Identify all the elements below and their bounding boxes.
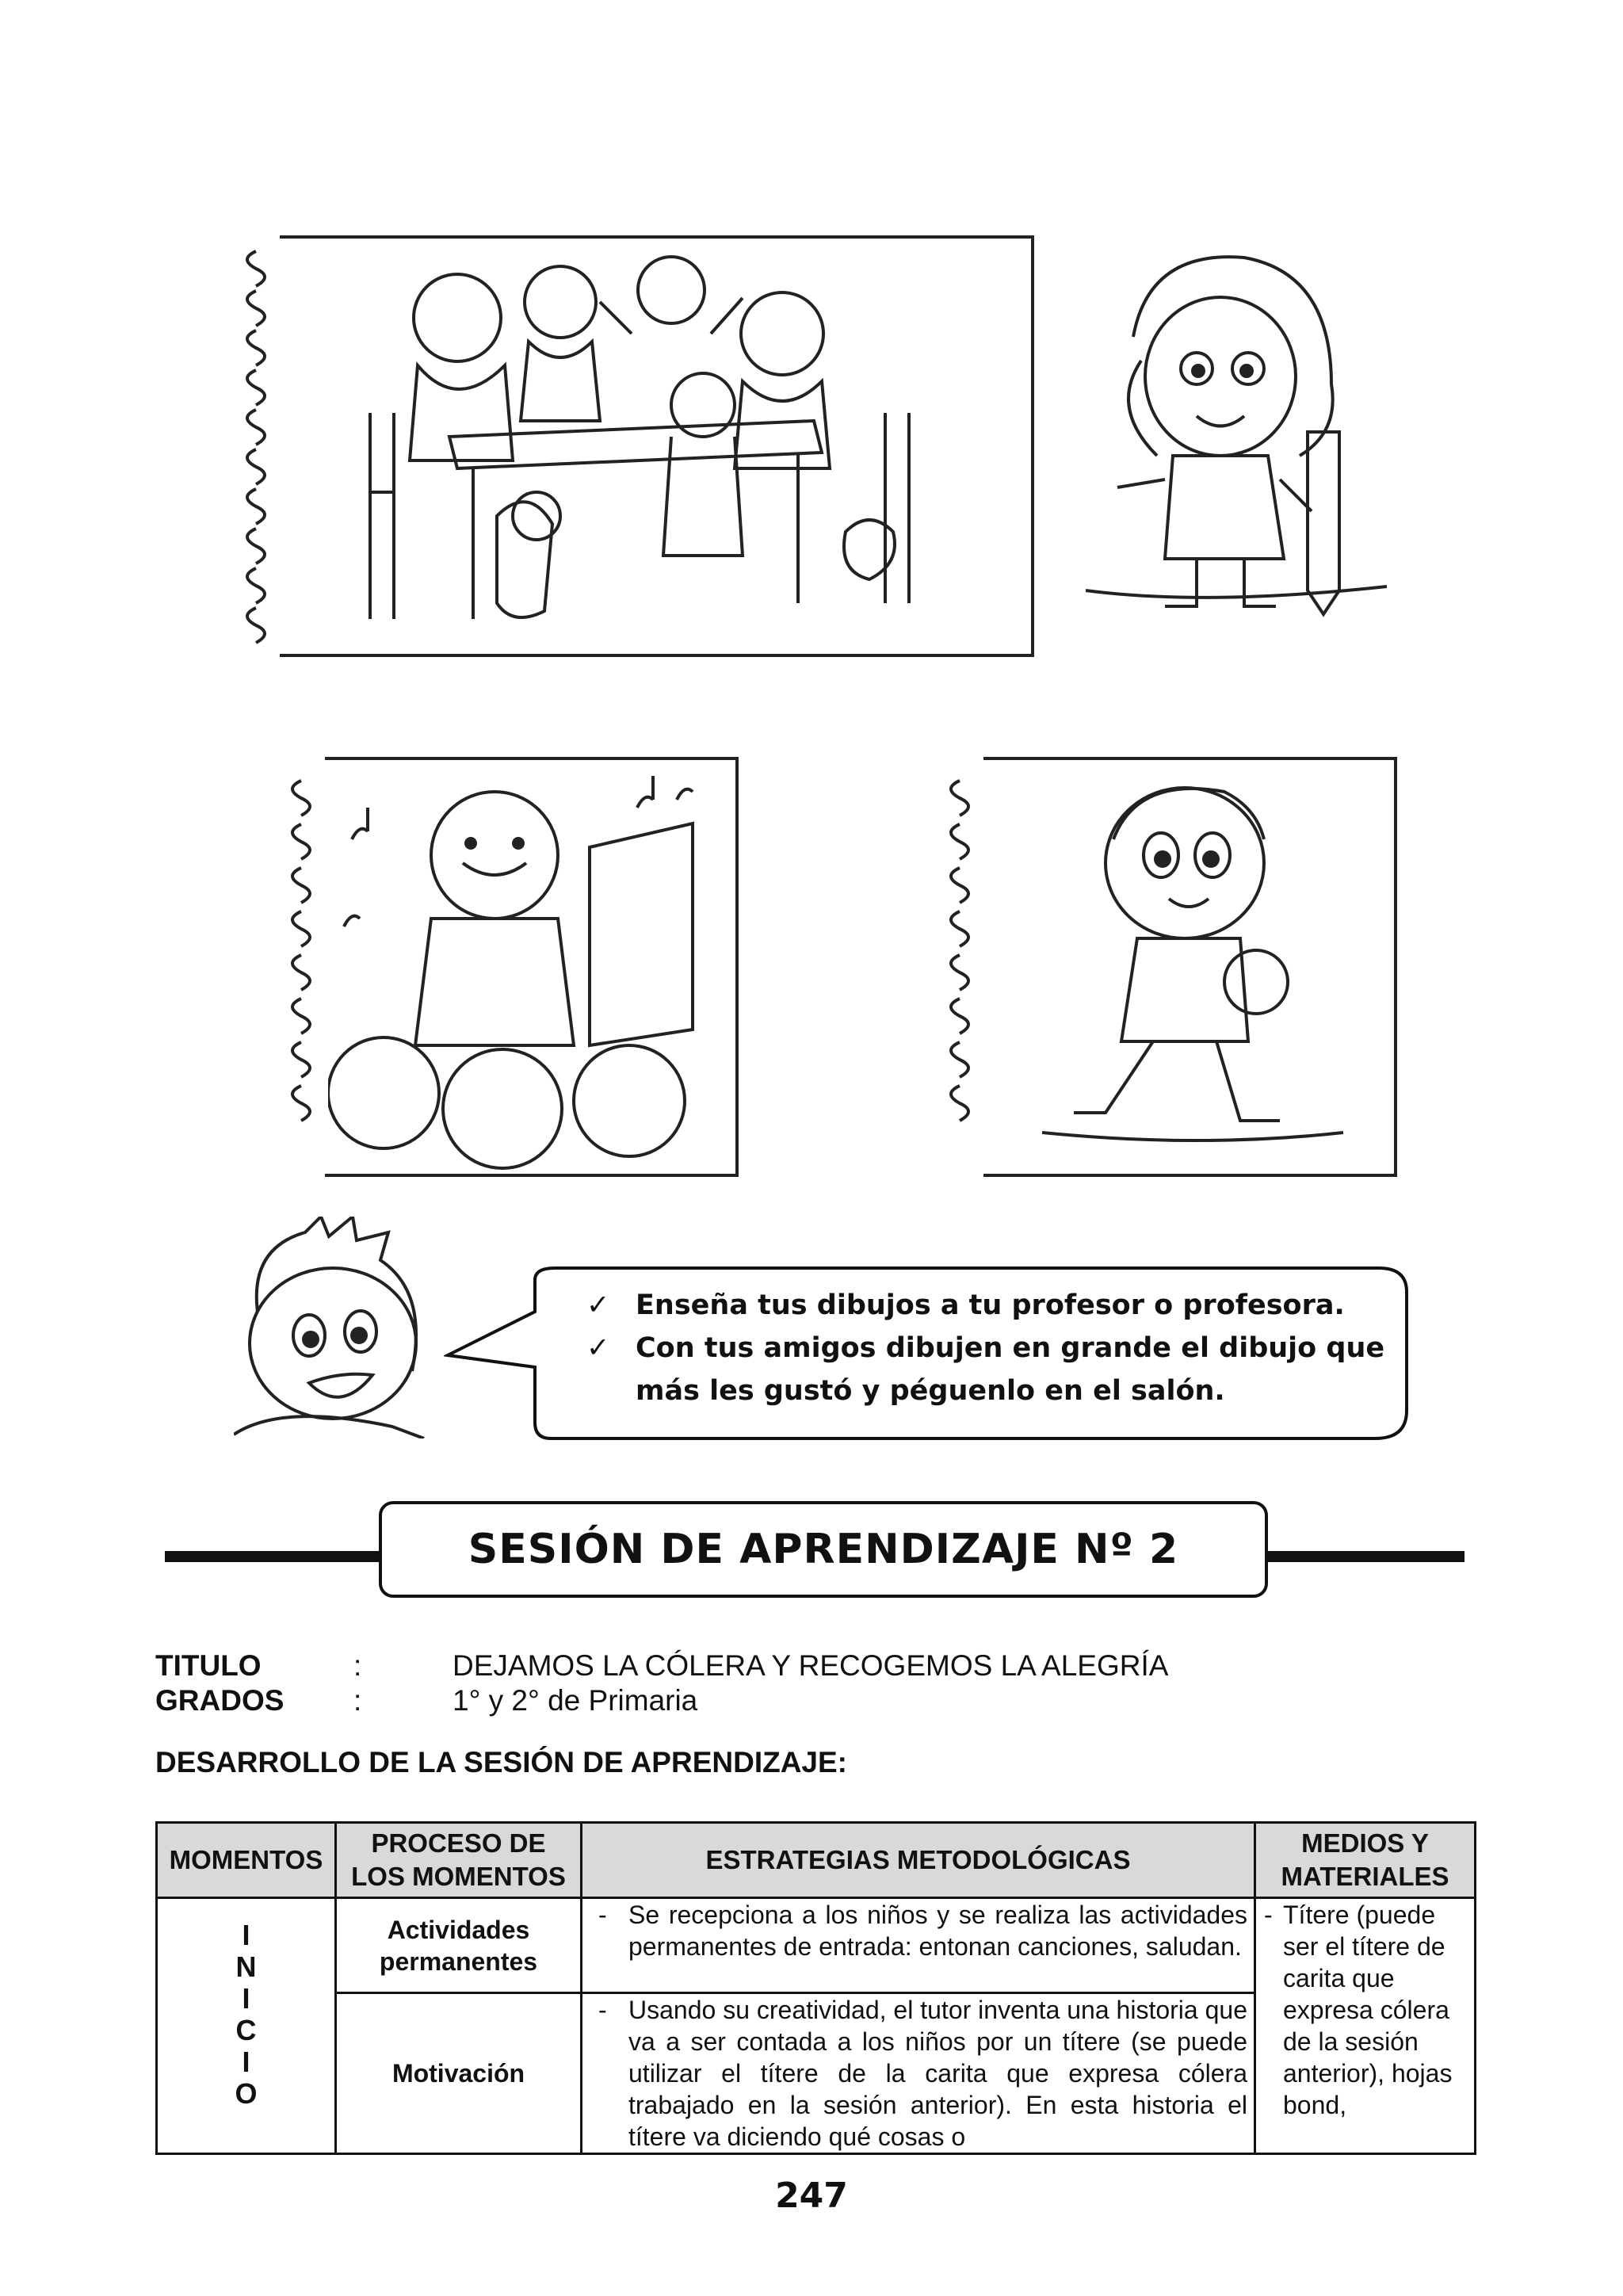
titulo-value: DEJAMOS LA CÓLERA Y RECOGEMOS LA ALEGRÍA	[453, 1649, 1169, 1682]
page-number: 247	[775, 2176, 848, 2216]
bubble-line-1: ✓ Enseña tus dibujos a tu profesor o profesora.	[586, 1284, 1345, 1327]
grados-label: GRADOS	[155, 1684, 285, 1717]
boy-speaking-illustration	[234, 1217, 464, 1438]
bubble-line-2: ✓ Con tus amigos dibujen en grande el dibujo que	[586, 1327, 1384, 1370]
grados-colon: :	[353, 1684, 362, 1717]
check-icon: ✓	[586, 1332, 610, 1364]
grados-row	[155, 1683, 1265, 1718]
session-table	[155, 1821, 1476, 2155]
grados-value: 1° y 2° de Primaria	[453, 1684, 698, 1717]
boy-with-ball-illustration	[936, 757, 1397, 1177]
table-row	[157, 1898, 1476, 1993]
proceso-actividades: Actividades permanentes	[336, 1898, 582, 1993]
bubble-line-3: más les gustó y péguenlo en el salón.	[636, 1375, 1225, 1407]
medios-materiales: - Títere (puede ser el títere de carita que expresa cólera de la sesión anterior), hojas bond,	[1255, 1898, 1476, 2154]
teacher-singing-illustration	[277, 757, 739, 1177]
header-medios: MEDIOS Y MATERIALES	[1255, 1823, 1476, 1898]
moment-inicio: I N I C I O	[157, 1898, 336, 2154]
proceso-motivacion: Motivación	[336, 1993, 582, 2154]
table-header-row	[157, 1823, 1476, 1898]
estrategia-motivacion: - Usando su creatividad, el tutor inventa una historia que va a ser contada a los niños por un títere (se puede utilizar el títere de la carita que expresa cólera trabajado en la sesión anterior). En esta historia el títere va diciendo qué cosas o	[582, 1993, 1255, 2154]
check-icon: ✓	[586, 1289, 610, 1321]
session-title-box	[379, 1501, 1268, 1598]
header-proceso: PROCESO DE LOS MOMENTOS	[336, 1823, 582, 1898]
girl-with-pencil-illustration	[1078, 242, 1395, 622]
titulo-row	[155, 1648, 1265, 1683]
spiral-binding-icon	[936, 757, 983, 1177]
session-title: SESIÓN DE APRENDIZAJE Nº 2	[468, 1526, 1179, 1573]
header-estrategias: ESTRATEGIAS METODOLÓGICAS	[582, 1823, 1255, 1898]
estrategia-actividades: - Se recepciona a los niños y se realiza las actividades permanentes de entrada: entonan canciones, saludan.	[582, 1898, 1255, 1993]
spiral-binding-icon	[277, 757, 325, 1177]
titulo-colon: :	[353, 1649, 362, 1682]
section-heading: DESARROLLO DE LA SESIÓN DE APRENDIZAJE:	[155, 1746, 848, 1778]
header-momentos: MOMENTOS	[157, 1823, 336, 1898]
titulo-label: TITULO	[155, 1649, 262, 1682]
family-meal-illustration	[232, 235, 1034, 657]
spiral-binding-icon	[232, 235, 280, 657]
